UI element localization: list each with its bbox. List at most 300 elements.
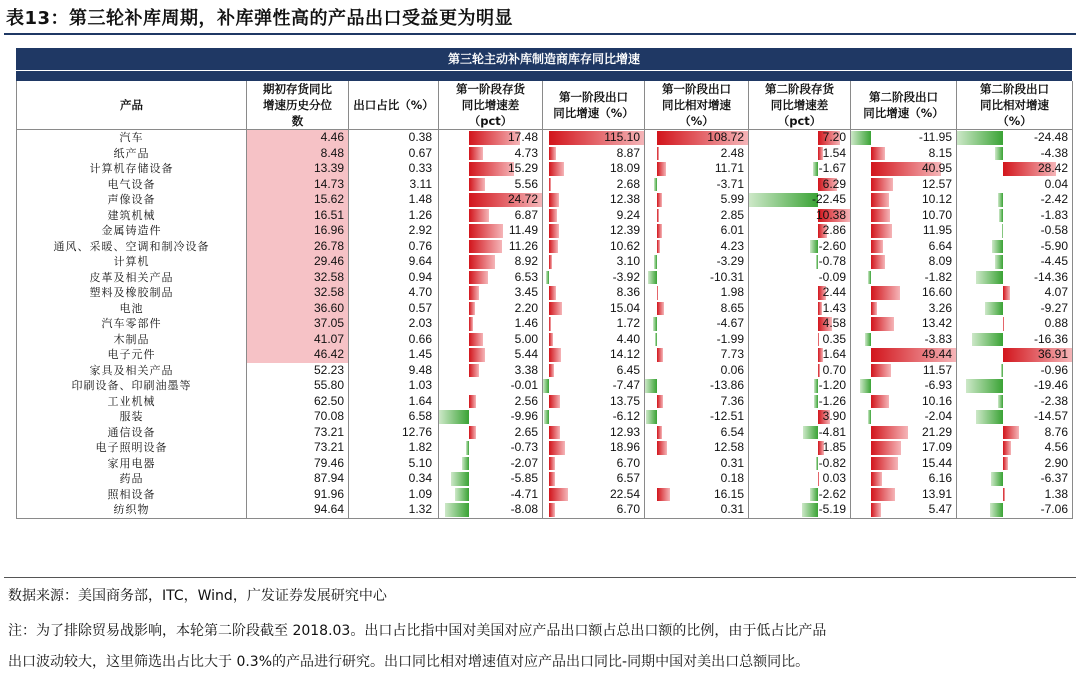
s2-inventory-diff-cell bbox=[749, 394, 851, 410]
s2-export-growth-cell bbox=[851, 146, 957, 162]
s2-export-growth-cell bbox=[851, 409, 957, 425]
cell-value: -11.95 bbox=[918, 130, 952, 144]
s2-relative-growth-cell bbox=[957, 456, 1073, 472]
cell-value: 15.04 bbox=[609, 300, 640, 315]
percentile-cell: 26.78 bbox=[247, 239, 349, 255]
positive-data-bar bbox=[1003, 441, 1012, 455]
product-name: 家用电器 bbox=[17, 456, 247, 472]
s1-relative-growth-cell bbox=[645, 177, 749, 193]
cell-value: 13.42 bbox=[921, 316, 952, 330]
s2-inventory-diff-cell bbox=[749, 363, 851, 379]
cell-value: -1.83 bbox=[1040, 207, 1068, 222]
inventory-export-table bbox=[16, 81, 1073, 519]
s1-relative-growth-cell bbox=[645, 192, 749, 208]
cell-value: 0.35 bbox=[822, 331, 846, 346]
col-header-s2-export-growth: 第二阶段出口 同比增速（%） bbox=[851, 81, 957, 130]
export-share-cell: 1.26 bbox=[349, 208, 439, 224]
s1-relative-growth-cell bbox=[645, 471, 749, 487]
export-share-cell: 1.48 bbox=[349, 192, 439, 208]
s1-relative-growth-cell bbox=[645, 208, 749, 224]
table-row bbox=[17, 270, 1073, 286]
cell-value: -3.29 bbox=[716, 254, 744, 268]
table-row bbox=[17, 409, 1073, 425]
negative-data-bar bbox=[749, 193, 818, 207]
s1-export-growth-cell bbox=[543, 471, 645, 487]
export-share-cell: 1.82 bbox=[349, 440, 439, 456]
cell-value: 2.65 bbox=[514, 424, 538, 439]
s1-inventory-diff-cell bbox=[439, 270, 543, 286]
s2-inventory-diff-cell bbox=[749, 285, 851, 301]
cell-value: 7.36 bbox=[720, 393, 744, 408]
cell-value: 6.70 bbox=[616, 502, 640, 516]
percentile-cell: 55.80 bbox=[247, 378, 349, 394]
cell-value: 4.40 bbox=[616, 331, 640, 346]
cell-value: 10.70 bbox=[921, 207, 952, 222]
cell-value: -5.19 bbox=[818, 502, 846, 516]
s2-inventory-diff-cell bbox=[749, 239, 851, 255]
cell-value: -0.96 bbox=[1040, 362, 1068, 377]
positive-data-bar bbox=[469, 240, 502, 254]
cell-value: 12.93 bbox=[609, 424, 640, 439]
cell-value: 4.56 bbox=[1044, 440, 1068, 454]
export-share-cell: 6.58 bbox=[349, 409, 439, 425]
percentile-cell: 29.46 bbox=[247, 254, 349, 270]
export-share-cell: 2.03 bbox=[349, 316, 439, 332]
negative-data-bar bbox=[992, 240, 1003, 254]
positive-data-bar bbox=[1003, 488, 1006, 502]
cell-value: -1.26 bbox=[818, 393, 846, 408]
s2-relative-growth-cell bbox=[957, 146, 1073, 162]
cell-value: 1.38 bbox=[1044, 486, 1068, 501]
cell-value: 5.99 bbox=[720, 192, 744, 206]
positive-data-bar bbox=[549, 441, 565, 455]
s2-export-growth-cell bbox=[851, 456, 957, 472]
s1-relative-growth-cell bbox=[645, 409, 749, 425]
export-share-cell: 0.33 bbox=[349, 161, 439, 177]
negative-data-bar bbox=[803, 426, 818, 440]
cell-value: 0.06 bbox=[720, 362, 744, 377]
cell-value: 1.64 bbox=[822, 347, 846, 361]
cell-value: -6.93 bbox=[924, 378, 952, 392]
s1-inventory-diff-cell bbox=[439, 378, 543, 394]
positive-data-bar bbox=[871, 147, 885, 161]
s2-relative-growth-cell bbox=[957, 161, 1073, 177]
cell-value: 0.18 bbox=[720, 471, 744, 485]
s1-inventory-diff-cell bbox=[439, 161, 543, 177]
s2-export-growth-cell bbox=[851, 440, 957, 456]
s2-export-growth-cell bbox=[851, 285, 957, 301]
cell-value: -2.07 bbox=[510, 455, 538, 470]
col-header-s1-inventory-diff: 第一阶段存货 同比增速差 （pct） bbox=[439, 81, 543, 130]
note-line-1: 注：为了排除贸易战影响，本轮第二阶段截至 2018.03。出口占比指中国对美国对应产品出口额占总出口额的比例，由于低占比产品 bbox=[8, 623, 827, 639]
table-row bbox=[17, 456, 1073, 472]
cell-value: 2.20 bbox=[514, 300, 538, 315]
product-name: 纸产品 bbox=[17, 146, 247, 162]
s2-inventory-diff-cell bbox=[749, 301, 851, 317]
s2-export-growth-cell bbox=[851, 239, 957, 255]
cell-value: 40.95 bbox=[921, 161, 952, 175]
cell-value: 8.09 bbox=[928, 254, 952, 268]
s1-export-growth-cell bbox=[543, 192, 645, 208]
s1-relative-growth-cell bbox=[645, 394, 749, 410]
cell-value: 8.65 bbox=[720, 300, 744, 315]
s1-export-growth-cell bbox=[543, 332, 645, 348]
s2-export-growth-cell bbox=[851, 192, 957, 208]
cell-value: -7.47 bbox=[612, 378, 640, 392]
positive-data-bar bbox=[469, 333, 484, 347]
cell-value: 13.75 bbox=[609, 393, 640, 408]
col-header-s2-inventory-diff: 第二阶段存货 同比增速差 （pct） bbox=[749, 81, 851, 130]
table-banner: 第三轮主动补库制造商库存同比增速 bbox=[16, 48, 1072, 71]
s1-relative-growth-cell bbox=[645, 332, 749, 348]
positive-data-bar bbox=[469, 286, 479, 300]
positive-data-bar bbox=[657, 162, 667, 176]
export-share-cell: 4.70 bbox=[349, 285, 439, 301]
percentile-cell: 94.64 bbox=[247, 502, 349, 518]
positive-data-bar bbox=[549, 348, 561, 362]
s1-relative-growth-cell bbox=[645, 239, 749, 255]
cell-value: 12.57 bbox=[921, 176, 952, 191]
negative-data-bar bbox=[976, 410, 1003, 424]
s2-relative-growth-cell bbox=[957, 347, 1073, 363]
cell-value: -5.85 bbox=[510, 471, 538, 485]
s2-relative-growth-cell bbox=[957, 394, 1073, 410]
cell-value: 1.72 bbox=[616, 316, 640, 330]
cell-value: 5.00 bbox=[514, 331, 538, 346]
s2-inventory-diff-cell bbox=[749, 332, 851, 348]
negative-data-bar bbox=[995, 255, 1003, 269]
s2-export-growth-cell bbox=[851, 270, 957, 286]
negative-data-bar bbox=[439, 410, 469, 424]
export-share-cell: 0.57 bbox=[349, 301, 439, 317]
percentile-cell: 16.96 bbox=[247, 223, 349, 239]
negative-data-bar bbox=[543, 379, 549, 393]
s1-export-growth-cell bbox=[543, 208, 645, 224]
negative-data-bar bbox=[653, 317, 657, 331]
s2-export-growth-cell bbox=[851, 177, 957, 193]
s1-export-growth-cell bbox=[543, 223, 645, 239]
table-row bbox=[17, 440, 1073, 456]
percentile-cell: 36.60 bbox=[247, 301, 349, 317]
table-row bbox=[17, 332, 1073, 348]
positive-data-bar bbox=[657, 209, 659, 223]
cell-value: 3.45 bbox=[514, 285, 538, 299]
export-share-cell: 3.11 bbox=[349, 177, 439, 193]
s1-relative-growth-cell bbox=[645, 456, 749, 472]
cell-value: 8.92 bbox=[514, 254, 538, 268]
positive-data-bar bbox=[657, 240, 661, 254]
cell-value: 14.12 bbox=[609, 347, 640, 361]
cell-value: 3.10 bbox=[616, 254, 640, 268]
cell-value: 6.64 bbox=[928, 238, 952, 253]
negative-data-bar bbox=[455, 488, 469, 502]
cell-value: -13.86 bbox=[709, 378, 744, 392]
s2-inventory-diff-cell bbox=[749, 161, 851, 177]
s1-inventory-diff-cell bbox=[439, 347, 543, 363]
table-row bbox=[17, 254, 1073, 270]
s2-inventory-diff-cell bbox=[749, 471, 851, 487]
export-share-cell: 1.09 bbox=[349, 487, 439, 503]
s2-inventory-diff-cell bbox=[749, 254, 851, 270]
s1-inventory-diff-cell bbox=[439, 316, 543, 332]
footer-divider bbox=[4, 577, 1076, 578]
positive-data-bar bbox=[871, 457, 897, 471]
positive-data-bar bbox=[469, 302, 476, 316]
cell-value: 10.38 bbox=[815, 207, 846, 222]
export-share-cell: 0.38 bbox=[349, 130, 439, 146]
positive-data-bar bbox=[549, 426, 560, 440]
s2-inventory-diff-cell bbox=[749, 487, 851, 503]
positive-data-bar bbox=[871, 364, 891, 378]
s2-inventory-diff-cell bbox=[749, 502, 851, 518]
product-name: 木制品 bbox=[17, 332, 247, 348]
cell-value: 1.98 bbox=[720, 285, 744, 299]
s2-relative-growth-cell bbox=[957, 223, 1073, 239]
positive-data-bar bbox=[871, 255, 885, 269]
positive-data-bar bbox=[871, 178, 892, 192]
cell-value: 3.38 bbox=[514, 362, 538, 377]
s2-export-growth-cell bbox=[851, 301, 957, 317]
cell-value: 8.87 bbox=[616, 145, 640, 160]
cell-value: -0.78 bbox=[818, 254, 846, 268]
positive-data-bar bbox=[549, 255, 552, 269]
cell-value: 5.44 bbox=[514, 347, 538, 361]
s2-relative-growth-cell bbox=[957, 409, 1073, 425]
negative-data-bar bbox=[810, 240, 818, 254]
s1-relative-growth-cell bbox=[645, 146, 749, 162]
percentile-cell: 79.46 bbox=[247, 456, 349, 472]
export-share-cell: 0.67 bbox=[349, 146, 439, 162]
s2-inventory-diff-cell bbox=[749, 425, 851, 441]
positive-data-bar bbox=[469, 255, 495, 269]
cell-value: 6.57 bbox=[616, 471, 640, 485]
cell-value: 10.62 bbox=[609, 238, 640, 253]
s1-relative-growth-cell bbox=[645, 440, 749, 456]
positive-data-bar bbox=[657, 302, 664, 316]
product-name: 纺织物 bbox=[17, 502, 247, 518]
s1-relative-growth-cell bbox=[645, 316, 749, 332]
cell-value: 49.44 bbox=[921, 347, 952, 361]
negative-data-bar bbox=[544, 410, 549, 424]
s1-export-growth-cell bbox=[543, 161, 645, 177]
positive-data-bar bbox=[871, 488, 895, 502]
s1-relative-growth-cell bbox=[645, 130, 749, 146]
cell-value: -2.62 bbox=[818, 486, 846, 501]
product-name: 皮革及相关产品 bbox=[17, 270, 247, 286]
cell-value: -16.36 bbox=[1033, 331, 1068, 346]
cell-value: 12.38 bbox=[609, 192, 640, 206]
s2-relative-growth-cell bbox=[957, 177, 1073, 193]
s2-relative-growth-cell bbox=[957, 270, 1073, 286]
negative-data-bar bbox=[990, 503, 1003, 517]
positive-data-bar bbox=[871, 224, 891, 238]
positive-data-bar bbox=[549, 286, 556, 300]
export-share-cell: 9.48 bbox=[349, 363, 439, 379]
cell-value: -0.82 bbox=[818, 455, 846, 470]
cell-value: 0.88 bbox=[1044, 316, 1068, 330]
product-name: 塑料及橡胶制品 bbox=[17, 285, 247, 301]
positive-data-bar bbox=[549, 457, 555, 471]
s2-export-growth-cell bbox=[851, 425, 957, 441]
negative-data-bar bbox=[813, 162, 818, 176]
s1-inventory-diff-cell bbox=[439, 440, 543, 456]
cell-value: -2.04 bbox=[924, 409, 952, 423]
title-divider bbox=[4, 33, 1076, 35]
cell-value: -0.58 bbox=[1040, 223, 1068, 237]
percentile-cell: 8.48 bbox=[247, 146, 349, 162]
percentile-cell: 73.21 bbox=[247, 425, 349, 441]
cell-value: 10.12 bbox=[921, 192, 952, 206]
s1-inventory-diff-cell bbox=[439, 130, 543, 146]
positive-data-bar bbox=[549, 317, 550, 331]
s1-export-growth-cell bbox=[543, 270, 645, 286]
cell-value: 0.70 bbox=[822, 362, 846, 377]
cell-value: -14.57 bbox=[1033, 409, 1068, 423]
negative-data-bar bbox=[1001, 364, 1003, 378]
product-name: 药品 bbox=[17, 471, 247, 487]
percentile-cell: 32.58 bbox=[247, 270, 349, 286]
s1-inventory-diff-cell bbox=[439, 285, 543, 301]
negative-data-bar bbox=[814, 395, 818, 409]
percentile-cell: 32.58 bbox=[247, 285, 349, 301]
table-body bbox=[17, 130, 1073, 519]
cell-value: -3.71 bbox=[716, 176, 744, 191]
cell-value: 21.29 bbox=[921, 424, 952, 439]
negative-data-bar bbox=[654, 255, 657, 269]
cell-value: -2.60 bbox=[818, 238, 846, 253]
cell-value: 11.49 bbox=[508, 223, 538, 237]
s1-inventory-diff-cell bbox=[439, 239, 543, 255]
s1-inventory-diff-cell bbox=[439, 208, 543, 224]
cell-value: 17.48 bbox=[507, 130, 538, 144]
positive-data-bar bbox=[657, 286, 659, 300]
s2-export-growth-cell bbox=[851, 130, 957, 146]
cell-value: 16.15 bbox=[713, 486, 744, 501]
s2-export-growth-cell bbox=[851, 332, 957, 348]
s1-relative-growth-cell bbox=[645, 285, 749, 301]
negative-data-bar bbox=[985, 302, 1002, 316]
s2-relative-growth-cell bbox=[957, 130, 1073, 146]
negative-data-bar bbox=[972, 333, 1003, 347]
positive-data-bar bbox=[469, 178, 486, 192]
col-header-s2-relative-growth: 第二阶段出口 同比相对增速 （%） bbox=[957, 81, 1073, 130]
negative-data-bar bbox=[851, 131, 871, 145]
product-name: 计算机存储设备 bbox=[17, 161, 247, 177]
s1-export-growth-cell bbox=[543, 456, 645, 472]
product-name: 电子元件 bbox=[17, 347, 247, 363]
negative-data-bar bbox=[654, 178, 657, 192]
product-name: 电子照明设备 bbox=[17, 440, 247, 456]
cell-value: 4.23 bbox=[720, 238, 744, 253]
positive-data-bar bbox=[871, 441, 900, 455]
negative-data-bar bbox=[860, 379, 872, 393]
s1-export-growth-cell bbox=[543, 130, 645, 146]
positive-data-bar bbox=[469, 426, 477, 440]
s2-export-growth-cell bbox=[851, 378, 957, 394]
cell-value: -4.67 bbox=[716, 316, 744, 330]
percentile-cell: 46.42 bbox=[247, 347, 349, 363]
s2-export-growth-cell bbox=[851, 363, 957, 379]
positive-data-bar bbox=[469, 364, 479, 378]
cell-value: 11.57 bbox=[922, 362, 952, 377]
cell-value: -19.46 bbox=[1033, 378, 1068, 392]
negative-data-bar bbox=[655, 333, 657, 347]
page-title: 表13：第三轮补库周期，补库弹性高的产品出口受益更为明显 bbox=[6, 8, 514, 29]
cell-value: -8.08 bbox=[510, 502, 538, 516]
s1-export-growth-cell bbox=[543, 239, 645, 255]
s1-relative-growth-cell bbox=[645, 161, 749, 177]
s2-relative-growth-cell bbox=[957, 316, 1073, 332]
positive-data-bar bbox=[818, 333, 819, 347]
product-name: 服装 bbox=[17, 409, 247, 425]
positive-data-bar bbox=[549, 488, 568, 502]
s1-relative-growth-cell bbox=[645, 254, 749, 270]
cell-value: -6.12 bbox=[612, 409, 640, 423]
positive-data-bar bbox=[871, 426, 907, 440]
cell-value: -9.96 bbox=[510, 409, 538, 423]
positive-data-bar bbox=[549, 178, 551, 192]
cell-value: 6.53 bbox=[514, 269, 538, 284]
cell-value: 6.54 bbox=[720, 424, 744, 439]
s2-relative-growth-cell bbox=[957, 425, 1073, 441]
banner-band bbox=[16, 71, 1072, 81]
positive-data-bar bbox=[549, 240, 558, 254]
cell-value: 1.46 bbox=[514, 316, 538, 330]
cell-value: 1.54 bbox=[822, 145, 846, 160]
cell-value: 8.76 bbox=[1044, 424, 1068, 439]
product-name: 声像设备 bbox=[17, 192, 247, 208]
positive-data-bar bbox=[657, 224, 662, 238]
product-name: 通信设备 bbox=[17, 425, 247, 441]
cell-value: 1.85 bbox=[822, 440, 846, 454]
s2-inventory-diff-cell bbox=[749, 270, 851, 286]
cell-value: -0.01 bbox=[510, 378, 538, 392]
cell-value: 2.90 bbox=[1044, 455, 1068, 470]
s2-export-growth-cell bbox=[851, 161, 957, 177]
cell-value: 9.24 bbox=[616, 207, 640, 222]
cell-value: -1.20 bbox=[818, 378, 846, 392]
s1-relative-growth-cell bbox=[645, 487, 749, 503]
s1-inventory-diff-cell bbox=[439, 332, 543, 348]
export-share-cell: 1.64 bbox=[349, 394, 439, 410]
s2-relative-growth-cell bbox=[957, 363, 1073, 379]
export-share-cell: 1.45 bbox=[349, 347, 439, 363]
s2-relative-growth-cell bbox=[957, 301, 1073, 317]
percentile-cell: 62.50 bbox=[247, 394, 349, 410]
negative-data-bar bbox=[445, 503, 469, 517]
cell-value: 0.03 bbox=[822, 471, 846, 485]
cell-value: 3.90 bbox=[822, 409, 846, 423]
positive-data-bar bbox=[549, 162, 564, 176]
export-share-cell: 0.94 bbox=[349, 270, 439, 286]
s1-export-growth-cell bbox=[543, 394, 645, 410]
s1-export-growth-cell bbox=[543, 254, 645, 270]
col-header-export-share: 出口占比（%） bbox=[349, 81, 439, 130]
table-row bbox=[17, 239, 1073, 255]
percentile-cell: 37.05 bbox=[247, 316, 349, 332]
positive-data-bar bbox=[469, 395, 477, 409]
positive-data-bar bbox=[871, 472, 882, 486]
negative-data-bar bbox=[814, 379, 818, 393]
s1-export-growth-cell bbox=[543, 378, 645, 394]
cell-value: 16.60 bbox=[921, 285, 952, 299]
product-name: 汽车零部件 bbox=[17, 316, 247, 332]
s1-export-growth-cell bbox=[543, 440, 645, 456]
cell-value: 12.39 bbox=[609, 223, 640, 237]
positive-data-bar bbox=[469, 209, 489, 223]
negative-data-bar bbox=[466, 441, 468, 455]
export-share-cell: 12.76 bbox=[349, 425, 439, 441]
